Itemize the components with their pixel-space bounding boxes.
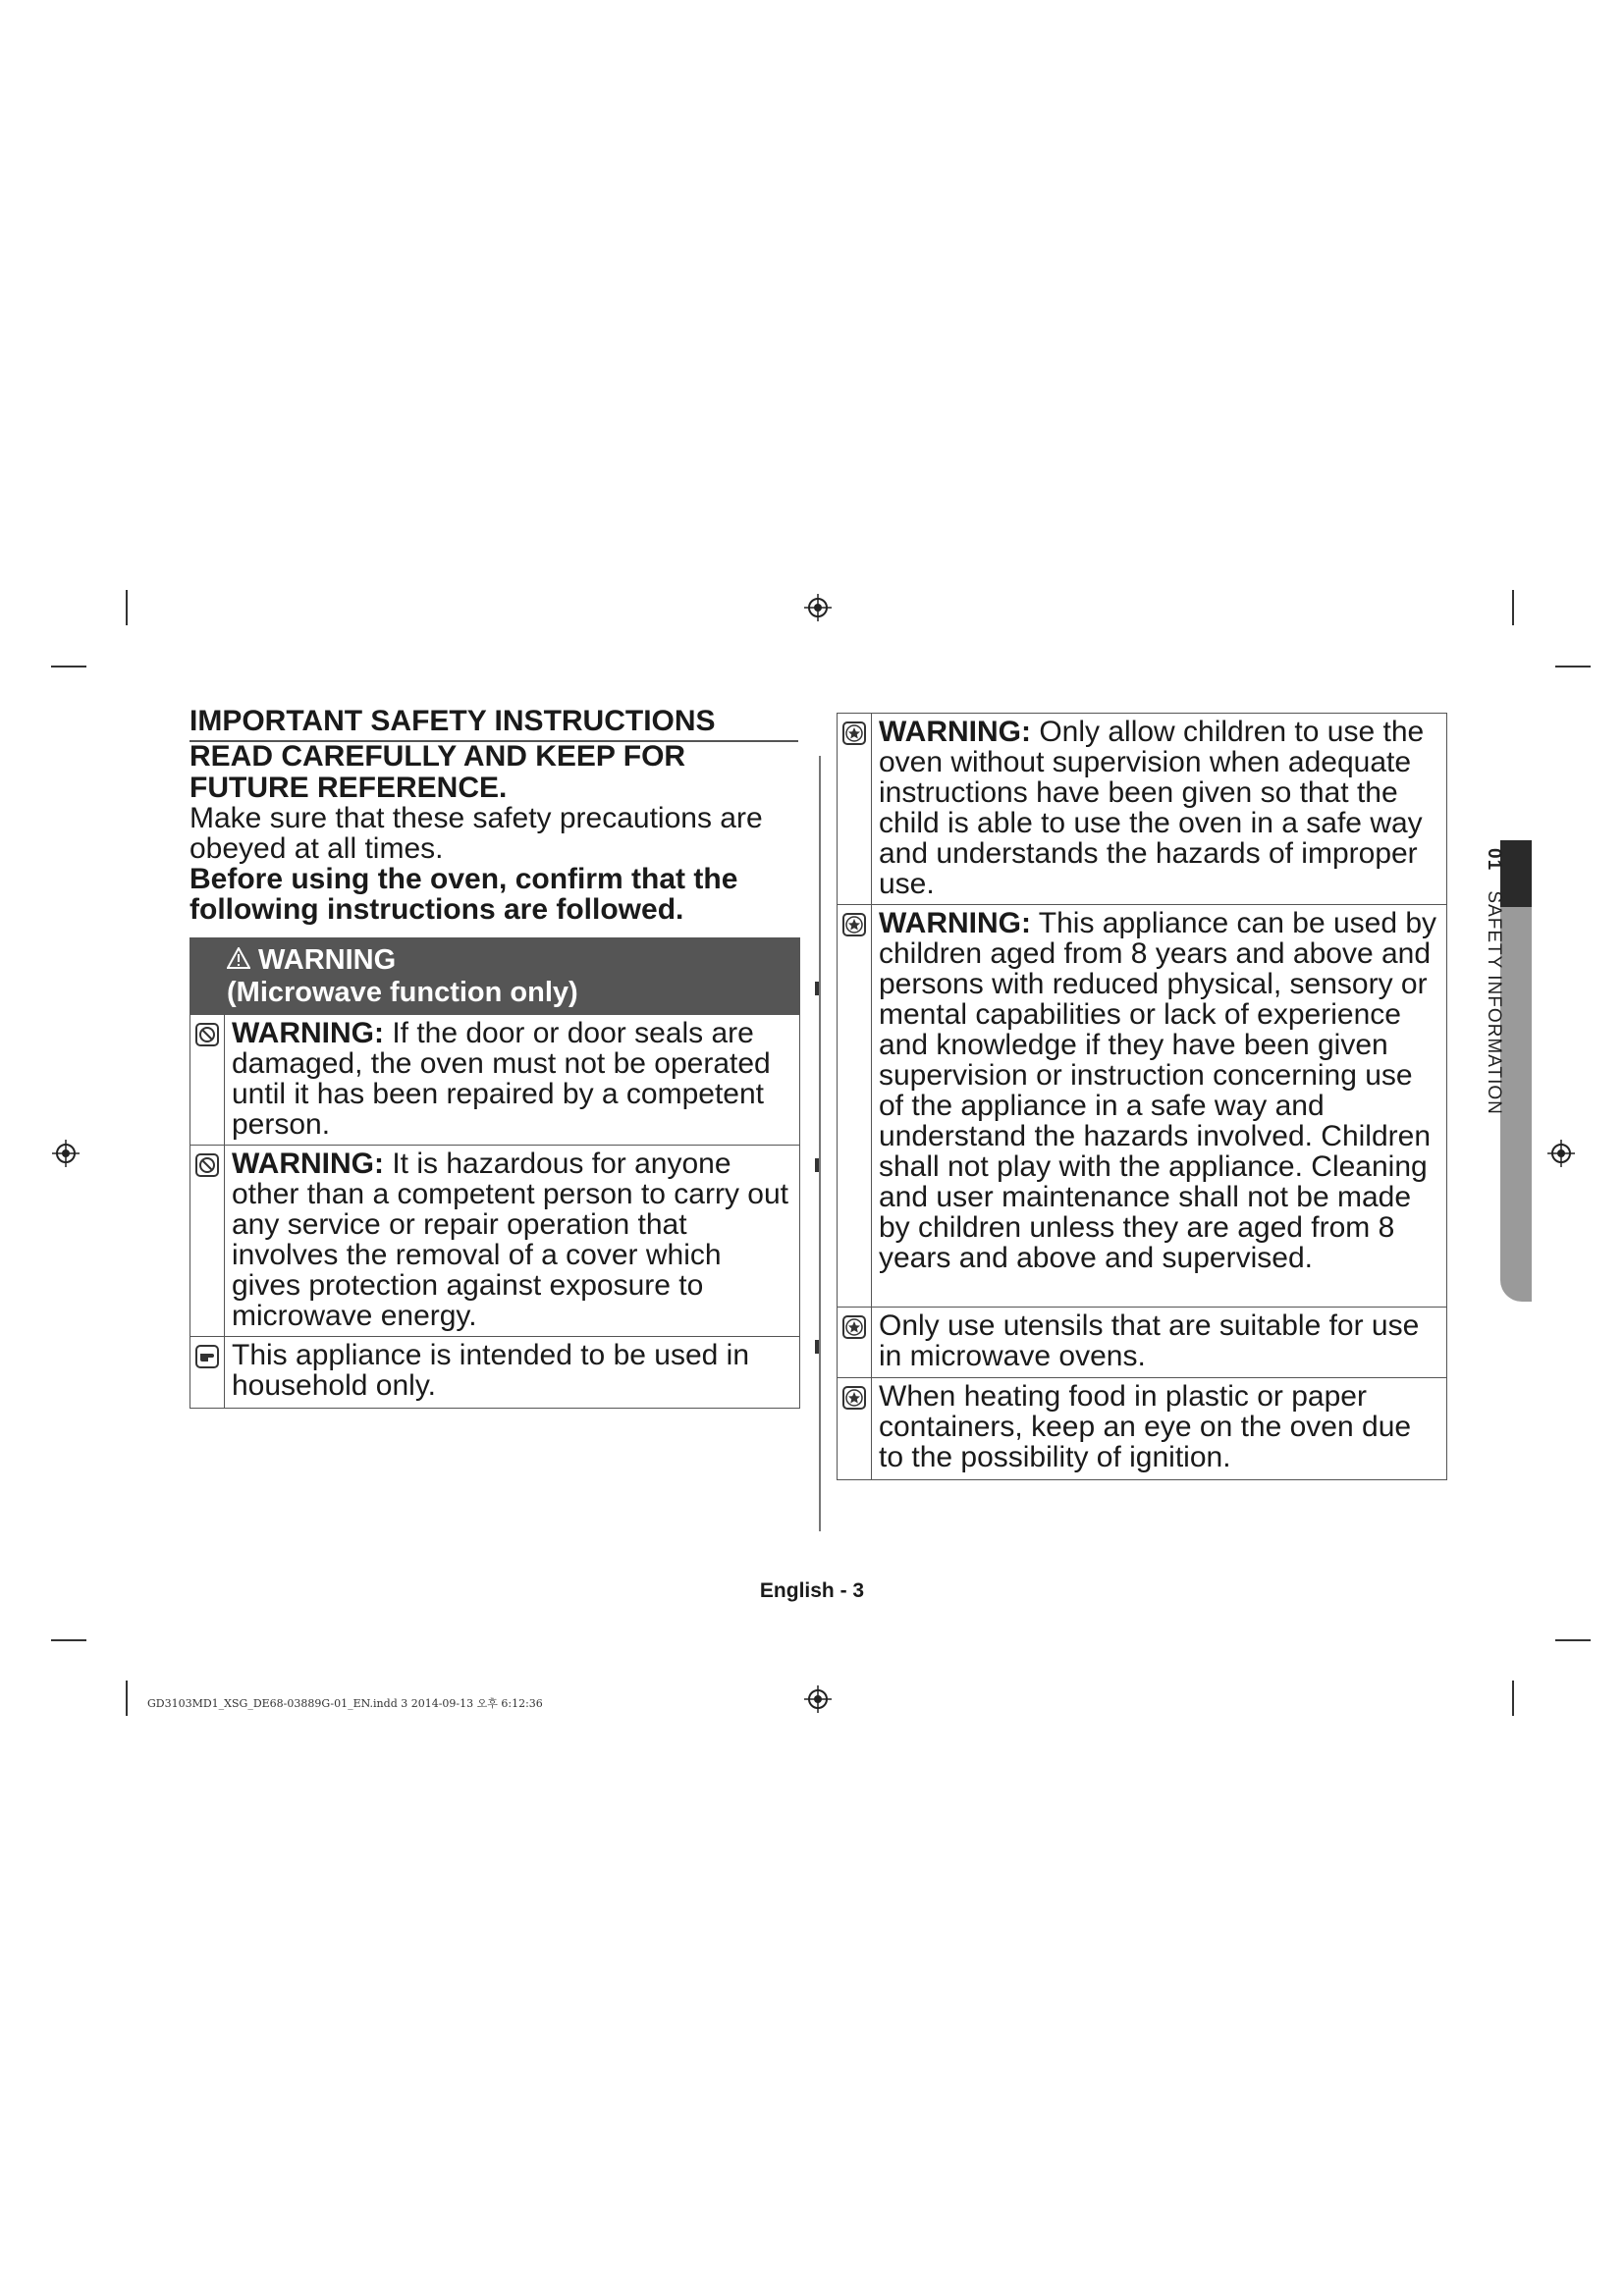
page-number: English - 3 [759, 1579, 865, 1602]
side-tab-number: 01 [1484, 848, 1504, 872]
item-text: When heating food in plastic or paper containers, keep an eye on the oven due to the possibility of ignition. [879, 1380, 1412, 1473]
side-tab-label: SAFETY INFORMATION [1484, 890, 1504, 1115]
list-item [837, 905, 1447, 1308]
crop-mark [1555, 1639, 1591, 1641]
registration-mark-icon [803, 1684, 833, 1714]
star-icon [842, 1386, 866, 1410]
crop-mark [126, 590, 128, 625]
list-item [189, 1337, 800, 1409]
page-title: IMPORTANT SAFETY INSTRUCTIONS [189, 705, 798, 742]
list-item [837, 713, 1447, 905]
star-icon [842, 1315, 866, 1339]
item-label: WARNING: [232, 1148, 384, 1180]
item-label: WARNING: [879, 907, 1031, 939]
page-subtitle: READ CAREFULLY AND KEEP FOR FUTURE REFERENCE. [189, 740, 686, 804]
crop-mark [126, 1681, 128, 1716]
prohibition-icon [195, 1023, 219, 1046]
item-text: This appliance can be used by children aged from 8 years and above and persons with reduced physical, sensory or mental capabilities or lack of experience and knowledge if they have been given supervision or instruction concerning use of the appliance in a safe way and understand the hazards involved. Children shall not play with the appliance. Cleaning and user maintenance shall not be made by children unless they are aged from 8 years and above and supervised. [879, 907, 1437, 1274]
item-text: Only use utensils that are suitable for use in microwave ovens. [879, 1309, 1420, 1372]
star-icon [842, 913, 866, 936]
star-icon [842, 721, 866, 745]
item-label: WARNING: [232, 1017, 384, 1049]
side-tab-grey-block [1500, 907, 1532, 1302]
crop-mark [51, 666, 86, 667]
crop-mark [1512, 590, 1514, 625]
column-divider-tick [815, 1158, 819, 1172]
list-item [837, 1378, 1447, 1480]
prohibition-icon [195, 1153, 219, 1177]
print-slug: GD3103MD1_XSG_DE68-03889G-01_EN.indd 3 2014-09-13 오후 6:12:36 [147, 1697, 543, 1710]
list-item [837, 1308, 1447, 1378]
intro-bold-text: Before using the oven, confirm that the following instructions are followed. [189, 863, 738, 926]
warning-header [189, 937, 800, 1015]
registration-mark-icon [51, 1139, 81, 1168]
warning-triangle-icon [227, 944, 250, 977]
item-text: It is hazardous for anyone other than a competent person to carry out any service or repair operation that involves the removal of a cover which gives protection against exposure to microwave energy. [232, 1148, 788, 1332]
crop-mark [1555, 666, 1591, 667]
column-divider-tick [815, 1340, 819, 1354]
item-text: If the door or door seals are damaged, the oven must not be operated until it has been repaired by a competent person. [232, 1017, 771, 1141]
item-text: This appliance is intended to be used in household only. [232, 1339, 750, 1402]
list-item [189, 1146, 800, 1337]
item-text: Only allow children to use the oven without supervision when adequate instructions have been given so that the child is able to use the oven in a safe way and understands the hazards of improper use. [879, 716, 1425, 900]
column-divider-tick [815, 982, 819, 995]
list-item [189, 1015, 800, 1146]
registration-mark-icon [1546, 1139, 1576, 1168]
hand-point-icon [195, 1345, 219, 1368]
warning-subtitle: (Microwave function only) [227, 977, 578, 1008]
section-side-tab [1467, 840, 1532, 1302]
intro-text: Make sure that these safety precautions are obeyed at all times. [189, 802, 763, 865]
warning-title: WARNING [258, 944, 397, 976]
item-label: WARNING: [879, 716, 1031, 748]
column-divider [819, 756, 821, 1531]
crop-mark [1512, 1681, 1514, 1716]
registration-mark-icon [803, 593, 833, 622]
crop-mark [51, 1639, 86, 1641]
side-tab-dark-block [1500, 840, 1532, 907]
